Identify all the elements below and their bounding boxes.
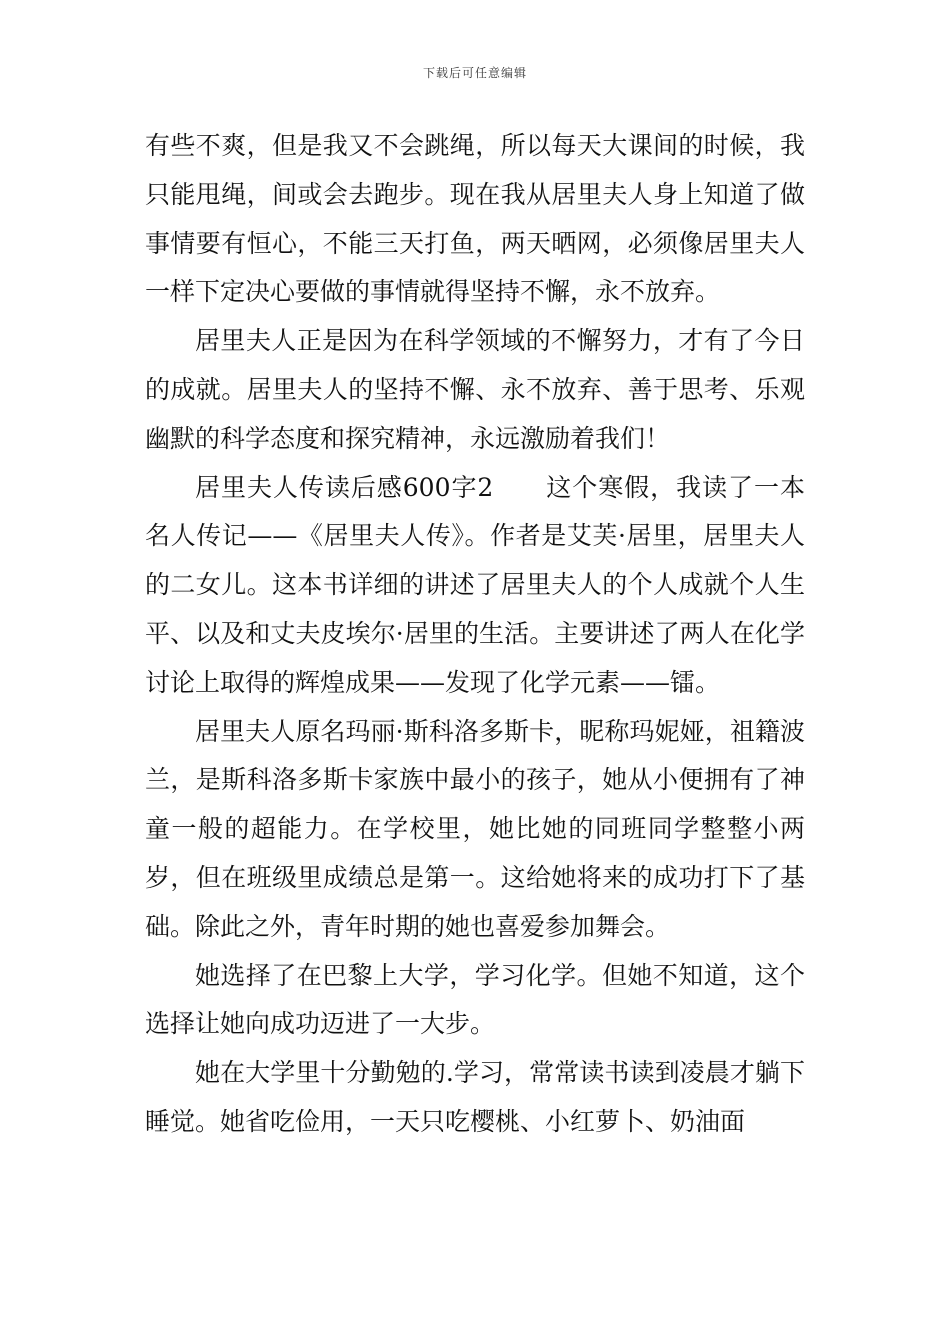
paragraph-3: 居里夫人传读后感600字2 这个寒假，我读了一本名人传记——《居里夫人传》。作者是艾芙·居里，居里夫人的二女儿。这本书详细的讲述了居里夫人的个人成就个人生平、以及和丈夫皮埃尔·居里的生活。主要讲述了两人在化学讨论上取得的辉煌成果——发现了化学元素——镭。 — [145, 472, 805, 697]
paragraph-5: 她选择了在巴黎上大学，学习化学。但她不知道，这个选择让她向成功迈进了一大步。 — [145, 960, 805, 1039]
paragraph-6: 她在大学里十分勤勉的.学习，常常读书读到凌晨才躺下睡觉。她省吃俭用，一天只吃樱桃、小红萝卜、奶油面 — [145, 1058, 805, 1136]
paragraph-4: 居里夫人原名玛丽·斯科洛多斯卡，昵称玛妮娅，祖籍波兰，是斯科洛多斯卡家族中最小的孩子，她从小便拥有了神童一般的超能力。在学校里，她比她的同班同学整整小两岁，但在班级里成绩总是第一。这给她将来的成功打下了基础。除此之外，青年时期的她也喜爱参加舞会。 — [145, 716, 805, 941]
paragraph-1: 有些不爽，但是我又不会跳绳，所以每天大课间的时候，我只能甩绳，间或会去跑步。现在我从居里夫人身上知道了做事情要有恒心，不能三天打鱼，两天晒网，必须像居里夫人一样下定决心要做的事情就得坚持不懈，永不放弃。 — [145, 131, 805, 307]
document-body — [145, 122, 805, 1147]
paragraph-2: 居里夫人正是因为在科学领域的不懈努力，才有了今日的成就。居里夫人的坚持不懈、永不放弃、善于思考、乐观幽默的科学态度和探究精神，永远激励着我们！ — [145, 326, 805, 453]
page-header: 下载后可任意编辑 — [422, 66, 527, 80]
